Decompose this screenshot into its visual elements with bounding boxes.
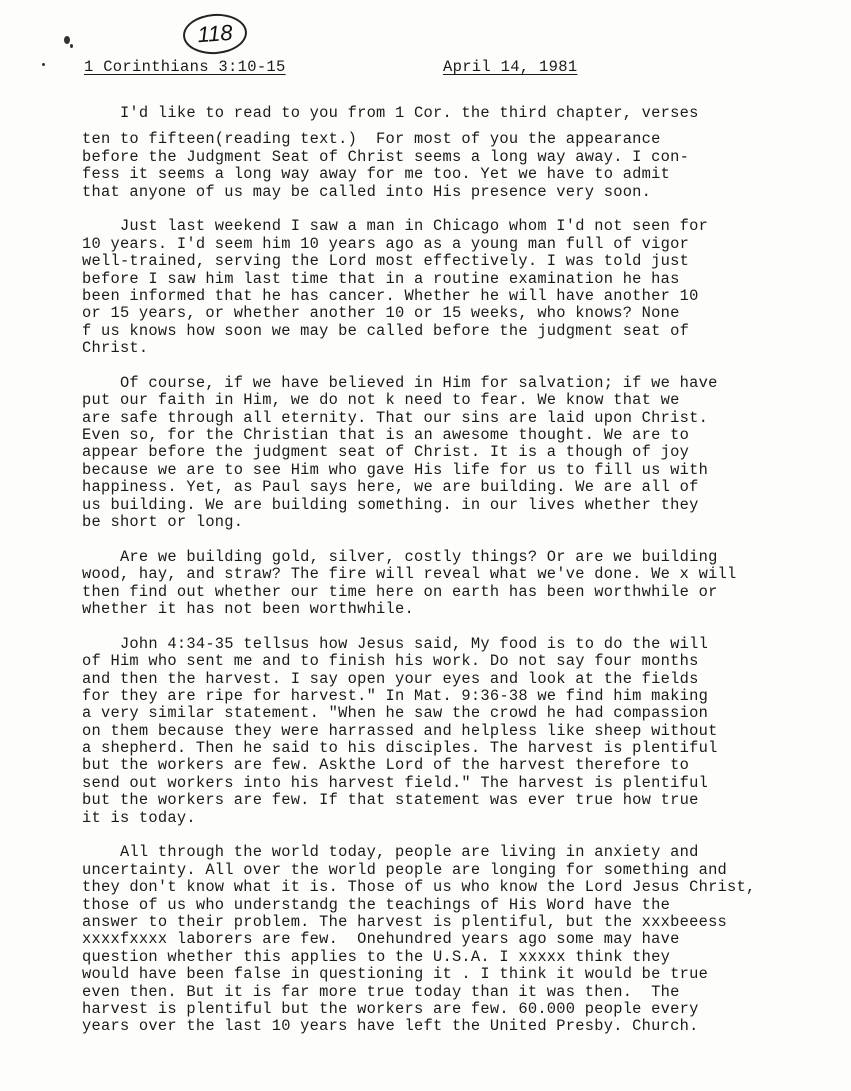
- text-line: All through the world today, people are living in anxiety and: [82, 843, 699, 862]
- ink-speck: [42, 63, 45, 66]
- text-line: or 15 years, or whether another 10 or 15 weeks, who knows? None: [82, 304, 680, 323]
- text-line: those of us who understandg the teachings of His Word have the: [82, 895, 671, 914]
- paragraph-5: [82, 636, 822, 827]
- text-line: send out workers into his harvest field." The harvest is plentiful: [82, 773, 709, 792]
- text-line: a shepherd. Then he said to his disciples. The harvest is plentiful: [82, 739, 718, 758]
- text-line: fess it seems a long way away for me too. Yet we have to admit: [82, 165, 671, 184]
- text-line: it is today.: [82, 808, 196, 827]
- text-line: well-trained, serving the Lord most effectively. I was told just: [82, 252, 690, 271]
- text-line: been informed that he has cancer. Whether he will have another 10: [82, 286, 699, 305]
- text-line: years over the last 10 years have left the United Presby. Church.: [82, 1017, 699, 1036]
- scripture-reference: 1 Corinthians 3:10-15: [84, 58, 286, 76]
- ink-speck: [64, 36, 70, 44]
- text-line: then find out whether our time here on earth has been worthwhile or: [82, 582, 718, 601]
- paragraph-6: [82, 844, 822, 1035]
- text-line: ten to fifteen(reading text.) For most of you the appearance: [82, 130, 661, 149]
- ink-speck: [70, 44, 73, 48]
- text-line: are safe through all eternity. That our sins are laid upon Christ.: [82, 408, 709, 427]
- text-line: harvest is plentiful but the workers are few. 60.000 people every: [82, 999, 699, 1018]
- text-line: before I saw him last time that in a routine examination he has: [82, 269, 680, 288]
- text-line: Of course, if we have believed in Him for salvation; if we have: [82, 373, 718, 392]
- text-line: be short or long.: [82, 512, 244, 531]
- text-line: Are we building gold, silver, costly things? Or are we building: [82, 547, 718, 566]
- paragraph-4: [82, 549, 822, 619]
- text-line: whether it has not been worthwhile.: [82, 599, 415, 618]
- text-line: us building. We are building something. in our lives whether they: [82, 495, 699, 514]
- text-line: before the Judgment Seat of Christ seems a long way away. I con-: [82, 147, 690, 166]
- text-line: I'd like to read to you from 1 Cor. the third chapter, verses: [82, 104, 699, 122]
- text-line: question whether this applies to the U.S.A. I xxxxx think they: [82, 947, 671, 966]
- text-line: a very similar statement. "When he saw the crowd he had compassion: [82, 704, 709, 723]
- sermon-body: [82, 105, 822, 1053]
- paragraph-3: [82, 375, 822, 532]
- text-line: wood, hay, and straw? The fire will reveal what we've done. We x will: [82, 565, 737, 584]
- paragraph-1: [82, 105, 822, 201]
- text-line: happiness. Yet, as Paul says here, we are building. We are all of: [82, 478, 699, 497]
- sermon-date: April 14, 1981: [443, 58, 578, 76]
- text-line: even then. But it is far more true today than it was then. The: [82, 982, 680, 1001]
- text-line: appear before the judgment seat of Christ. It is a though of joy: [82, 443, 690, 462]
- text-line: Just last weekend I saw a man in Chicago whom I'd not seen for: [82, 217, 709, 236]
- text-line: on them because they were harrassed and helpless like sheep without: [82, 721, 718, 740]
- text-line: xxxxfxxxx laborers are few. Onehundred years ago some may have: [82, 930, 680, 949]
- text-line: for they are ripe for harvest." In Mat. 9:36-38 we find him making: [82, 686, 709, 705]
- text-line: because we are to see Him who gave His life for us to fill us with: [82, 460, 709, 479]
- paragraph-2: [82, 218, 822, 357]
- text-line: that anyone of us may be called into His presence very soon.: [82, 182, 652, 201]
- text-line: f us knows how soon we may be called before the judgment seat of: [82, 321, 690, 340]
- text-line: of Him who sent me and to finish his work. Do not say four months: [82, 652, 699, 671]
- text-line: 10 years. I'd seem him 10 years ago as a young man full of vigor: [82, 234, 690, 253]
- text-line: uncertainty. All over the world people are longing for something and: [82, 860, 728, 879]
- text-line: and then the harvest. I say open your eyes and look at the fields: [82, 669, 699, 688]
- handwritten-page-number: 118: [182, 12, 249, 56]
- text-line: Christ.: [82, 339, 149, 358]
- text-line: put our faith in Him, we do not k need to fear. We know that we: [82, 391, 680, 410]
- text-line: would have been false in questioning it . I think it would be true: [82, 965, 709, 984]
- text-line: answer to their problem. The harvest is plentiful, but the xxxbeeess: [82, 912, 728, 931]
- text-line: Even so, for the Christian that is an awesome thought. We are to: [82, 426, 690, 445]
- text-line: but the workers are few. Askthe Lord of the harvest therefore to: [82, 756, 690, 775]
- text-line: but the workers are few. If that statement was ever true how true: [82, 791, 699, 810]
- text-line: John 4:34-35 tellsus how Jesus said, My food is to do the will: [82, 634, 709, 653]
- text-line: they don't know what it is. Those of us who know the Lord Jesus Christ,: [82, 878, 756, 897]
